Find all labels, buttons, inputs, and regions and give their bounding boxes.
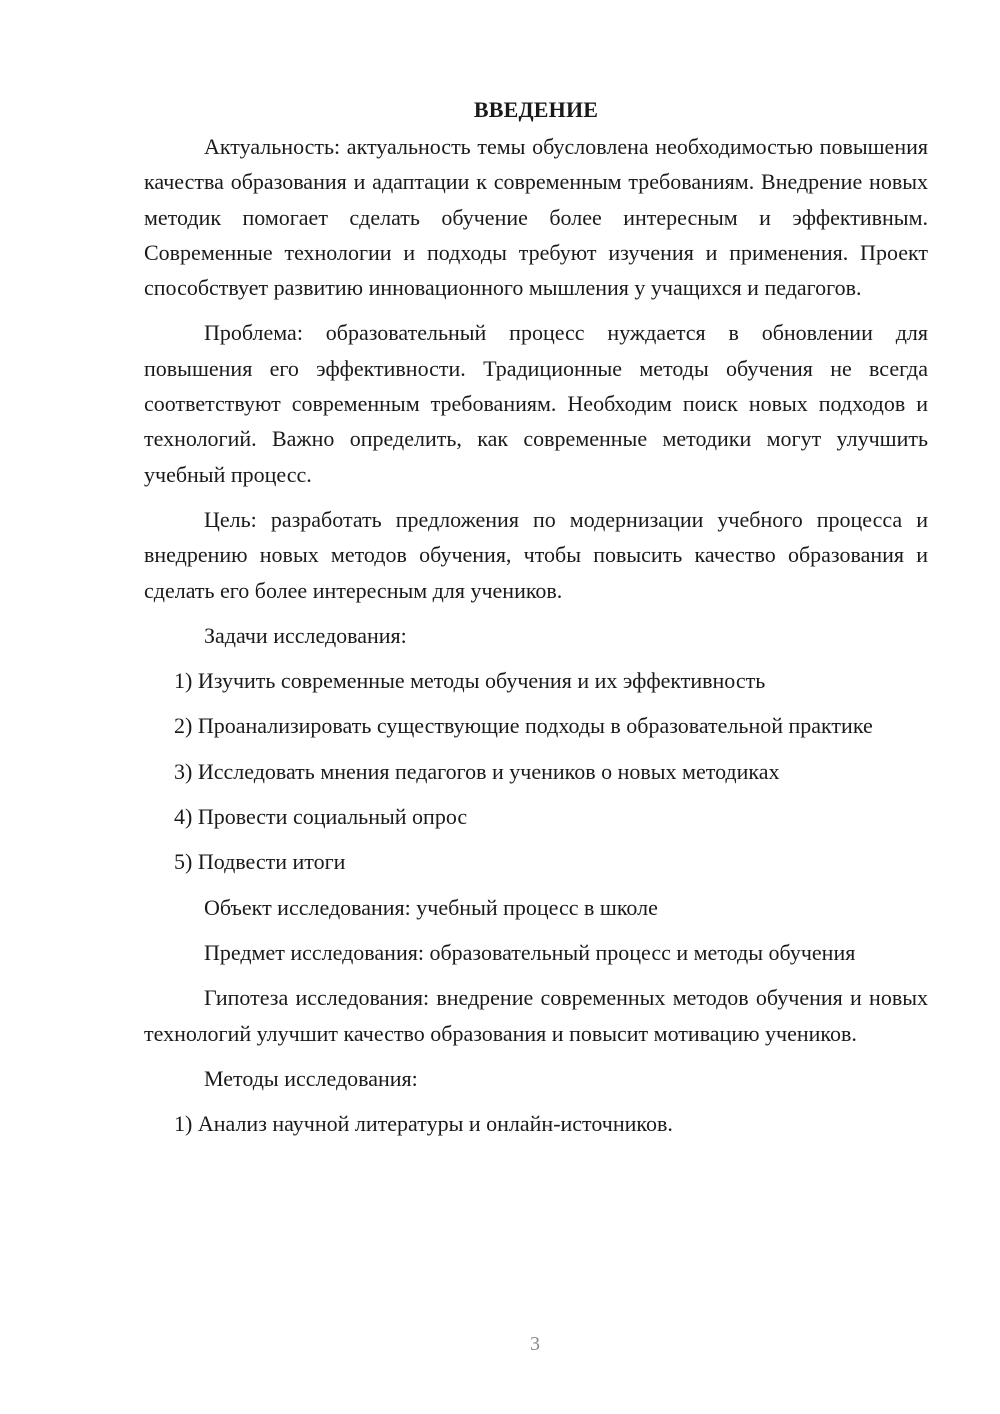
task-item-5: 5) Подвести итоги — [174, 849, 346, 875]
page-number: 3 — [530, 1333, 540, 1355]
paragraph-tasks-heading: Задачи исследования: — [204, 622, 407, 648]
paragraph-hypothesis: Гипотеза исследования: внедрение современных методов обучения и новых технологий улучшит качество образования и повысит мотивацию учеников. — [144, 985, 928, 1046]
paragraph-subject: Предмет исследования: образовательный процесс и методы обучения — [204, 939, 856, 965]
task-item-3: 3) Исследовать мнения педагогов и учеников о новых методиках — [174, 758, 780, 784]
paragraph-problem: Проблема: образовательный процесс нуждается в обновлении для повышения его эффективности. Традиционные методы обучения не всегда соответствуют современным требованиям. Необходим поиск новых подходов и технологий. Важно определить, как современные методики могут улучшить учебный процесс. — [144, 320, 928, 487]
method-item-1: 1) Анализ научной литературы и онлайн-источников. — [174, 1111, 673, 1137]
task-item-2: 2) Проанализировать существующие подходы в образовательной практике — [174, 713, 873, 739]
paragraph-relevance: Актуальность: актуальность темы обусловлена необходимостью повышения качества образования и адаптации к современным требованиям. Внедрение новых методик помогает сделать обучение более интересным и эффективным. Современные технологии и подходы требуют изучения и применения. Проект способствует развитию инновационного мышления у учащихся и педагогов. — [144, 134, 928, 301]
paragraph-goal: Цель: разработать предложения по модернизации учебного процесса и внедрению новых методов обучения, чтобы повысить качество образования и сделать его более интересным для учеников. — [144, 506, 928, 603]
section-title: ВВЕДЕНИЕ — [473, 97, 599, 122]
task-item-1: 1) Изучить современные методы обучения и их эффективность — [174, 668, 766, 694]
document-page — [144, 92, 928, 1151]
paragraph-methods-heading: Методы исследования: — [204, 1065, 418, 1091]
task-item-4: 4) Провести социальный опрос — [174, 804, 468, 830]
paragraph-object: Объект исследования: учебный процесс в школе — [204, 894, 658, 920]
